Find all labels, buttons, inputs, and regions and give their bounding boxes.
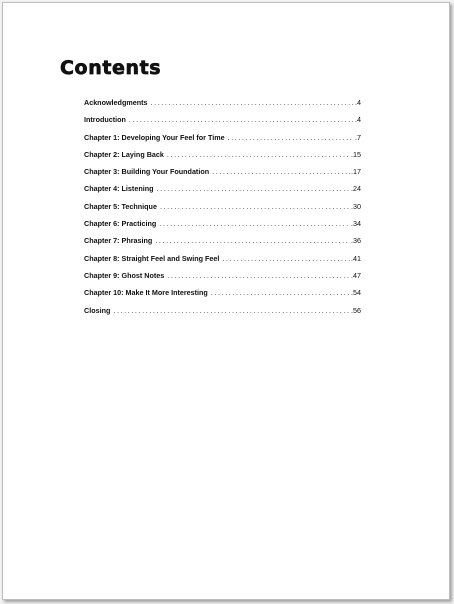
toc-entry-label: Closing <box>84 305 111 315</box>
toc-entry-label: Chapter 4: Listening <box>84 184 154 194</box>
toc-entry-label: Chapter 10: Make It More Interesting <box>84 288 208 298</box>
toc-page-number: .24 <box>351 184 361 194</box>
document-page <box>2 2 450 600</box>
toc-entry[interactable] <box>84 306 361 323</box>
toc-entry[interactable] <box>84 167 361 184</box>
toc-entry-label: Chapter 7: Phrasing <box>84 236 153 246</box>
toc-page-number: .15 <box>351 149 361 159</box>
toc-dot-leader <box>222 254 350 263</box>
toc-page-number: .4 <box>355 115 361 125</box>
toc-dot-leader <box>211 288 350 297</box>
page-title: Contents <box>60 57 162 79</box>
toc-entry[interactable] <box>84 150 361 167</box>
toc-entry[interactable] <box>84 288 361 305</box>
toc-dot-leader <box>151 98 354 107</box>
toc-entry[interactable] <box>84 219 361 236</box>
toc-page-number: .34 <box>351 219 361 229</box>
toc-entry[interactable] <box>84 254 361 271</box>
toc-page-number: .7 <box>355 132 361 142</box>
toc-entry-label: Chapter 3: Building Your Foundation <box>84 167 210 177</box>
toc-entry[interactable] <box>84 271 361 288</box>
toc-dot-leader <box>167 271 350 280</box>
toc-page-number: .41 <box>351 253 361 263</box>
toc-entry-label: Chapter 2: Laying Back <box>84 149 164 159</box>
toc-entry-label: Acknowledgments <box>84 98 148 107</box>
toc-dot-leader <box>228 133 354 142</box>
toc-dot-leader <box>159 219 350 228</box>
toc-page-number: .47 <box>351 270 361 280</box>
toc-entry-label: Introduction <box>84 115 126 125</box>
table-of-contents <box>84 98 361 323</box>
toc-entry[interactable] <box>84 236 361 253</box>
toc-entry[interactable] <box>84 202 361 219</box>
toc-dot-leader <box>167 150 350 159</box>
toc-entry[interactable] <box>84 115 361 132</box>
toc-dot-leader <box>160 202 350 211</box>
toc-page-number: .4 <box>355 98 361 107</box>
toc-entry[interactable] <box>84 184 361 201</box>
toc-page-number: .17 <box>351 167 361 177</box>
toc-page-number: .36 <box>351 236 361 246</box>
toc-entry-label: Chapter 5: Technique <box>84 201 157 211</box>
toc-dot-leader <box>129 115 354 124</box>
toc-dot-leader <box>113 306 350 315</box>
toc-dot-leader <box>157 184 351 193</box>
toc-dot-leader <box>212 167 350 176</box>
toc-entry-label: Chapter 6: Practicing <box>84 219 157 229</box>
toc-page-number: .54 <box>351 288 361 298</box>
toc-entry[interactable] <box>84 98 361 115</box>
toc-entry-label: Chapter 8: Straight Feel and Swing Feel <box>84 253 220 263</box>
toc-entry[interactable] <box>84 133 361 150</box>
toc-page-number: .56 <box>351 305 361 315</box>
toc-dot-leader <box>155 236 350 245</box>
toc-entry-label: Chapter 9: Ghost Notes <box>84 270 165 280</box>
toc-entry-label: Chapter 1: Developing Your Feel for Time <box>84 132 225 142</box>
toc-page-number: .30 <box>351 201 361 211</box>
